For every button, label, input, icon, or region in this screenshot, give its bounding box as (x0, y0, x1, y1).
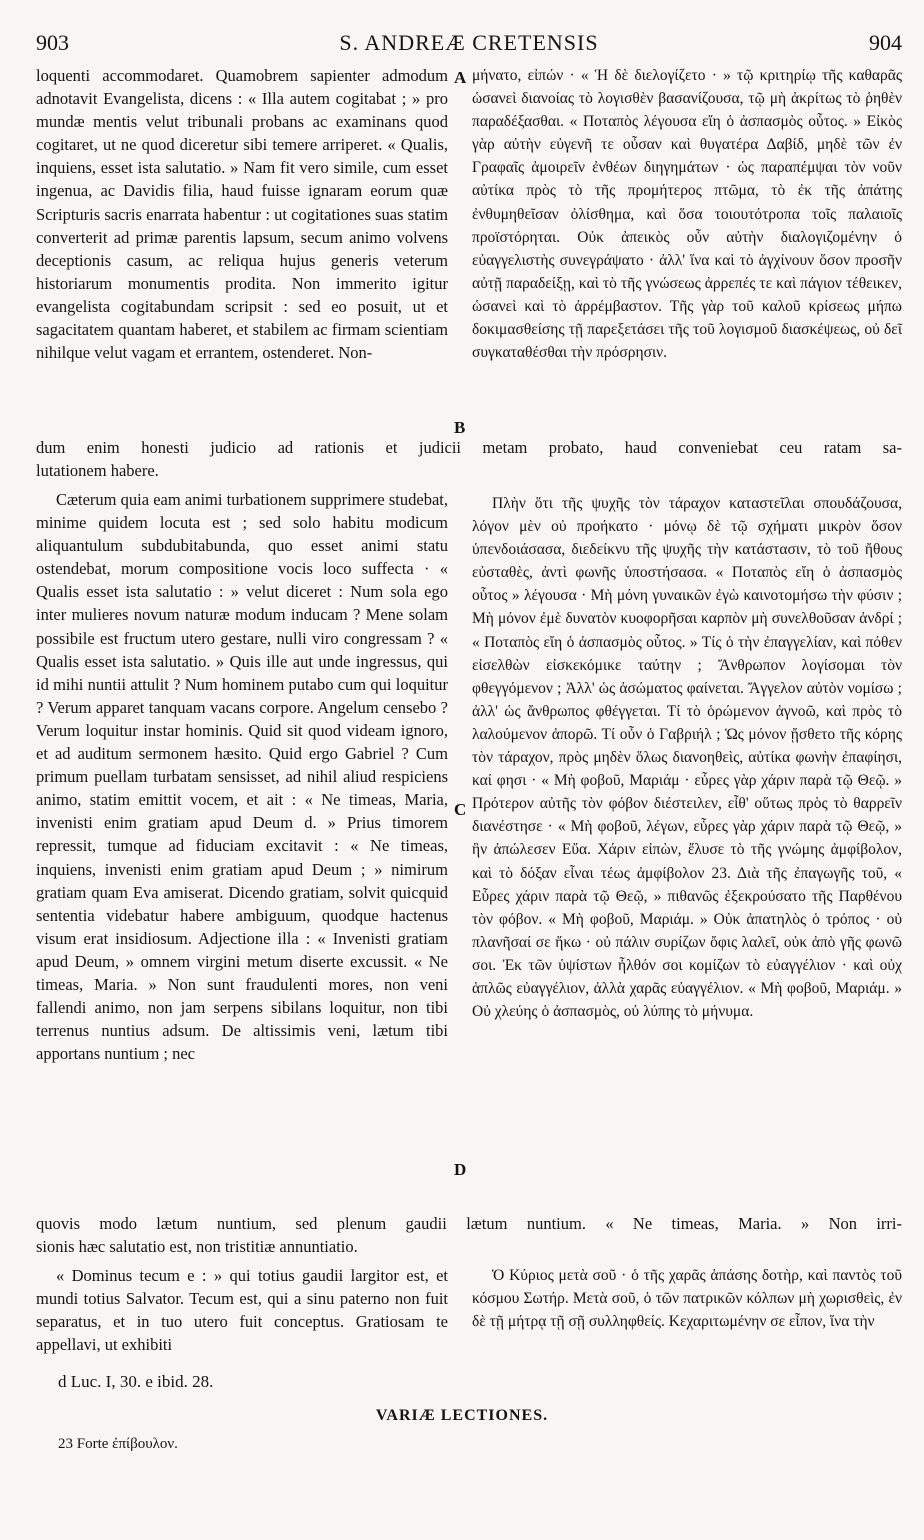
section-marker-d: D (454, 1160, 467, 1179)
greek-column-part-2 (472, 492, 902, 1023)
section-marker-a: A (454, 68, 467, 87)
greek-paragraph-2: Πλὴν ὅτι τῆς ψυχῆς τὸν τάραχον καταστεῖλαι σπουδάζουσα, λόγον μὲν οὐ προήκατο · μόνῳ δὲ τῷ σχήματι μικρὸν ὅσον ὑπενδοιάσασα, διεδείκνυ τῆς ψυχῆς τὴν κατάστασιν, τὸ τοῦ ἤθους εὐσταθὲς, ἀντὶ φωνῆς ὑποστήσασα. « Ποταπὸς εἴη ὁ ἀσπασμὸς οὗτος » λέγουσα · Μὴ μόνη γυναικῶν ἐγὼ καινοτομήσω τὴν φύσιν ; Μὴ μόνον ἐμὲ δυνατὸν κυοφορῆσαι καρπὸν μὴ συνελθοῦσαν ἀνδρί ; « Ποταπὸς εἴη ὁ ἀσπασμὸς οὗτος. » Τίς ὁ τὴν ἐπαγγελίαν, καὶ πόθεν εἰσελθὼν εἰσκεκόμικε ταύτην ; Ἄνθρωπον λογίσομαι τὸν φθεγγόμενον ; Ἀλλ' ὡς ἀσώματος φαίνεται. Ἄγγελον αὐτὸν νομίσω ; ἀλλ' ὡς ἄνθρωπος φθέγγεται. Τί τὸ ὁρώμενον ἀγνοῶ, καὶ πρὸς τὸ λαλούμενον ἀπορῶ. Τί οὖν ὁ Γαβριήλ ; Ὡς μόνον ᾔσθετο τῆς κόρης τὸν τάραχον, πρὸς μηδὲν ὅλως διανοηθεὶς, αὐτίκα φωνὴν ἐπαφίησι, καί φησι · « Μὴ φοβοῦ, Μαριάμ · εὗρες γὰρ χάριν παρὰ τῷ Θεῷ. » Πρότερον αὐτῆς τὸν φόβον διέστειλεν, εἶθ' οὕτως πρὸς τὸ θαρρεῖν διανέστησε · « Μὴ φοβοῦ, λέγων, εὗρες γὰρ χάριν παρὰ τῷ Θεῷ, » ἣν ἀπώλεσεν Εὔα. Χάριν εἰπὼν, ἔλυσε τὸ τῆς γνώμης ἀμφίβολον, καὶ τὸ δόξαν εἶναι τέως ἀμφίβολον 23. Διὰ τῆς ἐπαγωγῆς τοῦ, « Εὗρες χάριν παρὰ τῷ Θεῷ, » πιθανῶς ἐξεκρούσατο τῆς Παρθένου τὸν φόβον. « Μὴ φοβοῦ, Μαριάμ. » Οὐκ ἀπατηλὸς ὁ τρόπος · οὐ πλανῆσαί σε ἥκω · οὐ πάλιν συρίζων ὄφις λαλεῖ, οὐκ ἀπὸ γῆς φωνῶ σοι. Ἐκ τῶν ὑψίστων ἦλθόν σοι κομίζων τὸ εὐαγγέλιον · καὶ οὐχ ἁπλῶς εὐαγγέλιον, ἀλλὰ χαρᾶς εὐαγγέλιον. « Μὴ φοβοῦ, Μαριάμ. » Οὐ χλεύης ὁ ἀσπασμὸς, οὐ λύπης τὸ μήνυμα. (472, 495, 902, 1021)
section-marker-b: B (454, 418, 466, 437)
bridge-line-2-end: sionis hæc salutatio est, non tristitiæ annuntiatio. (36, 1237, 358, 1256)
running-title: S. ANDREÆ CRETENSIS (339, 30, 599, 55)
latin-column (36, 64, 448, 482)
page-number-left: 903 (36, 30, 69, 55)
greek-paragraph-1: μήνατο, εἰπών · « Ἡ δὲ διελογίζετο · » τῷ κριτηρίῳ τῆς καθαρᾶς ὡσανεὶ διανοίας τὸ λογισθὲν βασανίζουσα, τῷ μὴ ἀκρίτως τὸ ῥηθὲν παραδέξασθαι. « Ποταπὸς λέγουσα εἴη ὁ ἀσπασμὸς οὗτος. » Εἰκὸς γὰρ αὐτὴν εὐγενῆ τε οὖσαν καὶ θυγατέρα Δαβίδ, μηδὲ τῶν ἐν Γραφαῖς ἀμοιρεῖν ἐνθέων διηγημάτων · ὡς παραπέμψαι τὸν νοῦν αὐτίκα πρὸς τὸ τῆς προμήτερος πτῶμα, τὸ ἐκ τῆς ἀπάτης ἐνθυμηθεῖσαν ὀλίσθημα, καὶ ὅσα τοιουτότροπα τοῖς παλαιοῖς προϊστόρηται. Οὐκ ἀπεικὸς οὖν αὐτὴν διαλογιζομένην ὁ εὐαγγελιστὴς συνεγράψατο · ἀλλ' ἵνα καὶ τὸ ἀγχίνουν ὅσον προσῆν αὐτῇ παραδείξῃ, καὶ τὸ τῆς γνώσεως ἀρρεπές τε καὶ πάγιον τέθεικεν, ὡσανεὶ καὶ τὸ ἀρρέμβαστον. Τῆς γὰρ τοῦ καλοῦ κρίσεως μήπω δοκιμασθείσης τῇ παρεξετάσει τῆς τοῦ λογισμοῦ διασκέψεως, οὐ δεῖ συγκαταθέσθαι τὴν πρόσρησιν. (472, 67, 902, 362)
variae-lectiones-note: 23 Forte ἐπίβουλον. (58, 1436, 178, 1452)
greek-column (472, 64, 902, 364)
greek-paragraph-3: Ὁ Κύριος μετὰ σοῦ · ὁ τῆς χαρᾶς ἁπάσης δοτὴρ, καὶ παντὸς τοῦ κόσμου Σωτήρ. Μετὰ σοῦ, ὁ τῶν πατρικῶν κόλπων μὴ χωρισθεὶς, ἐν δὲ τῇ μήτρᾳ τῇ σῇ συλληφθείς. Κεχαριτωμένην σε εἶπον, ἵνα τὴν (472, 1267, 902, 1331)
running-header (36, 28, 902, 60)
bridge-line-2: quovis modo lætum nuntium, sed plenum gaudii lætum nuntium. « Ne timeas, Maria. » Non irri- (36, 1214, 902, 1233)
latin-column-part-3 (36, 1264, 448, 1356)
page-number-right: 904 (869, 30, 902, 55)
footnotes: d Luc. I, 30. e ibid. 28. (58, 1372, 214, 1391)
latin-column-part-2 (36, 488, 448, 1065)
latin-paragraph-2: Cæterum quia eam animi turbationem supprimere studebat, minime quidem locuta est ; sed solo habitu modicum aliquantulum subdubitabunda, quo esset animi statu ostendebat, morum compositione vocis loco suffecta · « Qualis esset ista salutatio : » velut diceret : Num sola ego inter mulieres novum naturæ modum inducam ? Mene solam possibile est fructum utero gestare, nulli viro congressam ? « Qualis esset ista salutatio. » Quis ille aut unde ingressus, qui id mihi nuntii attulit ? Num hominem putabo cum qui loquitur ? Verum apparet tanquam vacans corpore. Angelum censebo ? Verum loquitur instar hominis. Quid sit quod videam ignoro, et ad auditum sermonem hæsito. Quid ergo Gabriel ? Cum primum puellam turbatam sensisset, ad nihil aliud respiciens animo, statim emittit vocem, et ait : « Ne timeas, Maria, invenisti enim gratiam apud Deum d. » Prius timorem repressit, tumque ad fiduciam excitavit : « Ne timeas, inquiens, invenisti enim gratiam apud Deum ; » nimirum gratiam quam Eva amiserat. Dicendo gratiam, solvit quicquid sententia videbatur habere ambiguum, quodque hactenus visum erat insidiosum. Adjectione illa : « Invenisti gratiam apud Deum, » omnem virgini metum diserte excussit. « Ne timeas, Maria. » Non sunt fraudulenti mores, non veni fallendi animo, non jam serpens sibilans loquitur, non tibi terrenus nuntius adsum. De altissimis veni, lætum tibi apportans nuntium ; nec (36, 490, 448, 1064)
bridge-line-1-end: lutationem habere. (36, 461, 159, 480)
variae-lectiones-title: VARIÆ LECTIONES. (375, 1407, 549, 1424)
latin-paragraph-3: « Dominus tecum e : » qui totius gaudii largitor est, et mundi totius Salvator. Tecum est, qui a sinu paterno non fuit separatus, et in tuo utero fuit conceptus. Gratiosam te appellavi, ut exhibiti (36, 1266, 448, 1355)
latin-paragraph-1: loquenti accommodaret. Quamobrem sapienter admodum adnotavit Evangelista, dicens : « Illa autem cogitabat ; » pro mundæ mentis velut tribunali probans ac examinans quod cogitaret, ut ne quod diceretur sibi temere arriperet. « Qualis, inquiens, esset ista salutatio. » Nam fit vero simile, cum esset ingenua, ac Davidis filia, haud fuisse ignaram eorum quæ Scripturis sacris enarrata habentur : ut cogitationes suas statim converterit ad primæ parentis lapsum, secum animo volvens deceptionis casum, ac reliqua hujus generis veterum historiarum monumentis prodita. Non immerito igitur evangelista cogitabundam scripsit : sed eo posuit, ut et sagacitatem quantam haberet, et stabilem ac firmam scientiam nihilque velut vagam et errantem, ostenderet. Non- (36, 66, 448, 363)
greek-column-part-3 (472, 1264, 902, 1333)
section-marker-c: C (454, 800, 467, 819)
bridge-line-1: dum enim honesti judicio ad rationis et judicii metam probato, haud conveniebat ceu ratam sa- (36, 438, 902, 457)
